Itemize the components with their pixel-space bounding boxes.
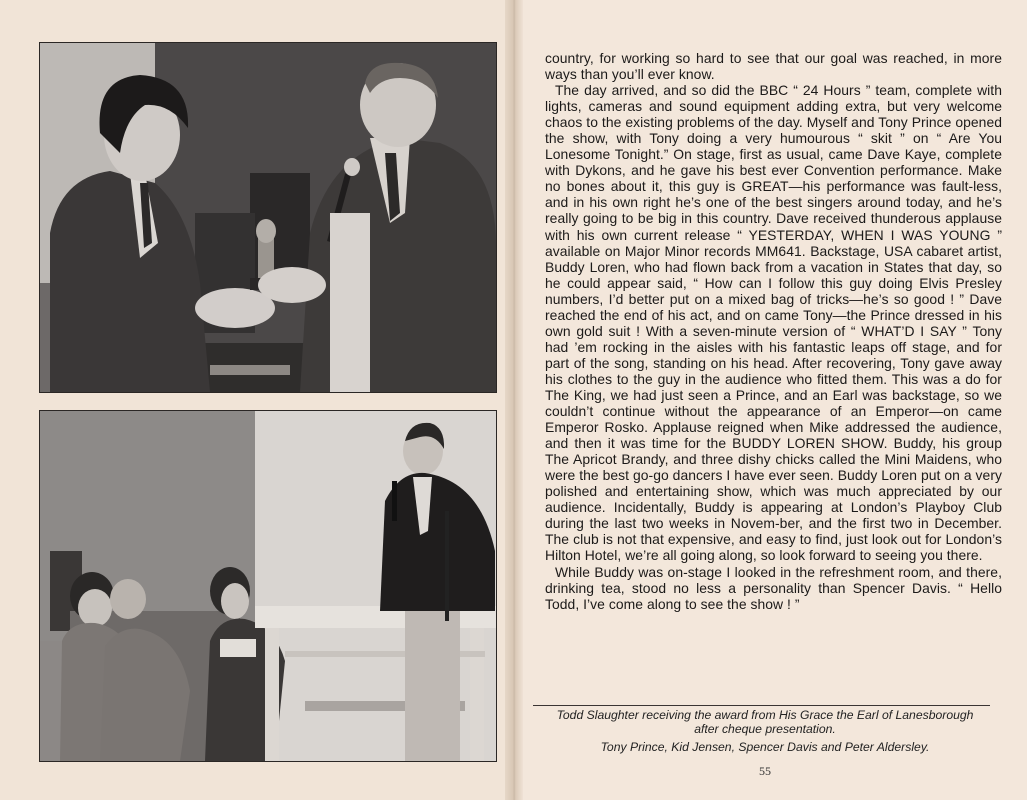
group-stage-photo: [39, 410, 497, 762]
article-text: [545, 50, 1002, 612]
award-presentation-photo: [39, 42, 497, 393]
caption-divider: [533, 705, 990, 706]
article-paragraph: While Buddy was on-stage I looked in the refreshment room, and there, drinking tea, stood no less a personality than Spencer Davis. “ Hello Todd, I’ve come along to see the show ! ”: [545, 563, 1002, 612]
photo-captions: [545, 708, 985, 754]
top-photo-caption: Todd Slaughter receiving the award from His Grace the Earl of Lanesborough after cheque presentation.: [556, 708, 974, 736]
article-paragraph: country, for working so hard to see that our goal was reached, in more ways than you’ll ever know.: [545, 50, 1002, 83]
group-stage-illustration: [40, 411, 496, 761]
book-gutter: [505, 0, 523, 800]
award-presentation-illustration: [40, 43, 496, 392]
article-paragraph: The day arrived, and so did the BBC “ 24 Hours ” team, complete with lights, cameras and sound equipment adding extra, but very welcome chaos to the existing problems of the day. Myself and Tony Prince opened the show, with Tony doing a very humourous “ skit ” on “ Are You Lonesome Tonight.” On stage, first as usual, came Dave Kaye, complete with Dykons, and he gave his best ever Convention performance. Make no bones about it, this guy is GREAT—his performance was fault-less, and in his own right he’s one of the best singers around today, and he’s really going to be big in this country. Dave received thunderous applause with his own current release “ YESTERDAY, WHEN I WAS YOUNG ” available on Major Minor records MM641. Backstage, USA cabaret artist, Buddy Loren, who had flown back from a vacation in States that day, so he could appear said, “ How can I follow this guy doing Elvis Presley numbers, I’d better put on a mixed bag of tricks—he’s so good ! ” Dave reached the end of his act, and on came Tony—the Prince dressed in his own gold suit ! With a seven-minute version of “ WHAT’D I SAY ” Tony had ’em rocking in the aisles with his fantastic leaps off stage, and for part of the song, standing on his head. After recovering, Tony gave away his clothes to the guy in the audience who fitted them. This was a do for The King, we had just seen a Prince, and an Earl was backstage, so we couldn’t continue without the appearance of an Emperor—on came Emperor Rosko. Applause reigned when Mike addressed the audience, and then it was time for the BUDDY LOREN SHOW. Buddy, his group The Apricot Brandy, and three dishy chicks called the Mini Maidens, who were the best go-go dancers I have ever seen. Buddy Loren put on a very polished and entertaining show, which was much appreciated by our audience. Incidentally, Buddy is appearing at London’s Playboy Club during the last two weeks in Novem-ber, and the first two in December. The club is not that expensive, and easy to find, just look out for London’s Hilton Hotel, we’re all going along, so look forward to seeing you there.: [545, 82, 1002, 564]
bottom-photo-caption: Tony Prince, Kid Jensen, Spencer Davis and Peter Aldersley.: [600, 740, 930, 754]
page-number: 55: [759, 764, 771, 778]
